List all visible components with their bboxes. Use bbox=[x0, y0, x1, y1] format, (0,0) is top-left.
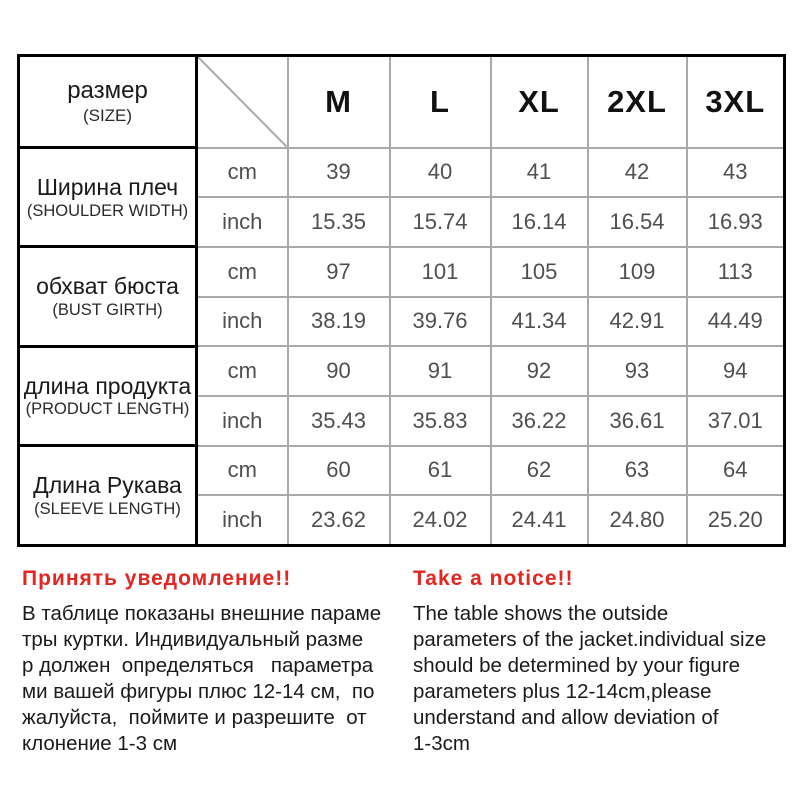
unit-cell: cm bbox=[197, 148, 288, 198]
value-cell: 39.76 bbox=[390, 297, 491, 347]
value-cell: 15.35 bbox=[288, 197, 390, 247]
diagonal-cell bbox=[197, 56, 288, 148]
unit-cell: inch bbox=[197, 495, 288, 545]
notice-russian bbox=[22, 566, 394, 757]
unit-cell: cm bbox=[197, 346, 288, 396]
notice-line: клонение 1-3 см bbox=[22, 732, 178, 755]
group-label-en: (PRODUCT LENGTH) bbox=[25, 400, 190, 419]
value-cell: 41 bbox=[491, 148, 588, 198]
value-cell: 42 bbox=[588, 148, 687, 198]
notice-line: жалуйста, поймите и разрешите от bbox=[22, 706, 367, 729]
group-label-en: (SHOULDER WIDTH) bbox=[26, 201, 189, 220]
value-cell: 93 bbox=[588, 346, 687, 396]
notice-line: 1-3cm bbox=[413, 732, 470, 755]
value-cell: 109 bbox=[588, 247, 687, 297]
table-row bbox=[19, 446, 785, 496]
corner-subtitle: (SIZE) bbox=[82, 106, 133, 126]
corner-size-cell bbox=[19, 56, 197, 148]
notice-line: parameters plus 12-14cm,please bbox=[413, 680, 712, 703]
value-cell: 44.49 bbox=[687, 297, 785, 347]
notice-line: should be determined by your figure bbox=[413, 654, 741, 677]
table-header-row bbox=[19, 56, 785, 148]
value-cell: 97 bbox=[288, 247, 390, 297]
size-header-2xl: 2XL bbox=[588, 56, 687, 148]
value-cell: 16.14 bbox=[491, 197, 588, 247]
notice-line: The table shows the outside bbox=[413, 602, 669, 625]
notice-english bbox=[413, 566, 790, 757]
value-cell: 43 bbox=[687, 148, 785, 198]
value-cell: 39 bbox=[288, 148, 390, 198]
size-table bbox=[17, 54, 786, 547]
notice-line: understand and allow deviation of bbox=[413, 706, 719, 729]
value-cell: 15.74 bbox=[390, 197, 491, 247]
group-label-en: (BUST GIRTH) bbox=[52, 301, 163, 320]
unit-cell: cm bbox=[197, 446, 288, 496]
notice-heading-en: Take a notice!! bbox=[413, 567, 574, 590]
value-cell: 101 bbox=[390, 247, 491, 297]
value-cell: 62 bbox=[491, 446, 588, 496]
notice-line: parameters of the jacket.individual size bbox=[413, 628, 767, 651]
group-label-sleeve-length bbox=[19, 446, 197, 545]
notice-line: В таблице показаны внешние параме bbox=[22, 602, 382, 625]
value-cell: 24.02 bbox=[390, 495, 491, 545]
value-cell: 36.61 bbox=[588, 396, 687, 446]
unit-cell: cm bbox=[197, 247, 288, 297]
value-cell: 23.62 bbox=[288, 495, 390, 545]
group-label-ru: Длина Рукава bbox=[33, 472, 182, 499]
notice-body-en bbox=[413, 601, 790, 757]
value-cell: 92 bbox=[491, 346, 588, 396]
group-label-ru: Ширина плеч bbox=[36, 173, 179, 200]
value-cell: 113 bbox=[687, 247, 785, 297]
group-label-bust-girth bbox=[19, 247, 197, 346]
value-cell: 94 bbox=[687, 346, 785, 396]
value-cell: 25.20 bbox=[687, 495, 785, 545]
value-cell: 37.01 bbox=[687, 396, 785, 446]
value-cell: 35.83 bbox=[390, 396, 491, 446]
value-cell: 105 bbox=[491, 247, 588, 297]
notice-line: ми вашей фигуры плюс 12-14 см, по bbox=[22, 680, 375, 703]
value-cell: 38.19 bbox=[288, 297, 390, 347]
value-cell: 16.54 bbox=[588, 197, 687, 247]
value-cell: 40 bbox=[390, 148, 491, 198]
size-header-xl: XL bbox=[491, 56, 588, 148]
size-header-3xl: 3XL bbox=[687, 56, 785, 148]
value-cell: 63 bbox=[588, 446, 687, 496]
unit-cell: inch bbox=[197, 297, 288, 347]
value-cell: 16.93 bbox=[687, 197, 785, 247]
unit-cell: inch bbox=[197, 396, 288, 446]
value-cell: 90 bbox=[288, 346, 390, 396]
value-cell: 42.91 bbox=[588, 297, 687, 347]
value-cell: 60 bbox=[288, 446, 390, 496]
table-row bbox=[19, 148, 785, 198]
diagonal-line-icon bbox=[198, 57, 287, 147]
notice-line: тры куртки. Индивидуальный разме bbox=[22, 628, 364, 651]
value-cell: 61 bbox=[390, 446, 491, 496]
value-cell: 24.41 bbox=[491, 495, 588, 545]
group-label-product-length bbox=[19, 346, 197, 445]
notices-section bbox=[22, 566, 790, 757]
size-header-m: M bbox=[288, 56, 390, 148]
corner-title: размер bbox=[67, 77, 148, 105]
notice-body-ru bbox=[22, 601, 394, 757]
notice-heading-ru: Принять уведомление!! bbox=[22, 567, 292, 590]
value-cell: 24.80 bbox=[588, 495, 687, 545]
size-header-l: L bbox=[390, 56, 491, 148]
group-label-shoulder-width bbox=[19, 148, 197, 247]
value-cell: 41.34 bbox=[491, 297, 588, 347]
notice-line: р должен определяться параметра bbox=[22, 654, 374, 677]
group-label-ru: длина продукта bbox=[23, 372, 192, 399]
table-row bbox=[19, 346, 785, 396]
value-cell: 91 bbox=[390, 346, 491, 396]
value-cell: 36.22 bbox=[491, 396, 588, 446]
group-label-en: (SLEEVE LENGTH) bbox=[34, 499, 181, 518]
table-row bbox=[19, 247, 785, 297]
value-cell: 64 bbox=[687, 446, 785, 496]
unit-cell: inch bbox=[197, 197, 288, 247]
value-cell: 35.43 bbox=[288, 396, 390, 446]
group-label-ru: обхват бюста bbox=[36, 273, 179, 300]
